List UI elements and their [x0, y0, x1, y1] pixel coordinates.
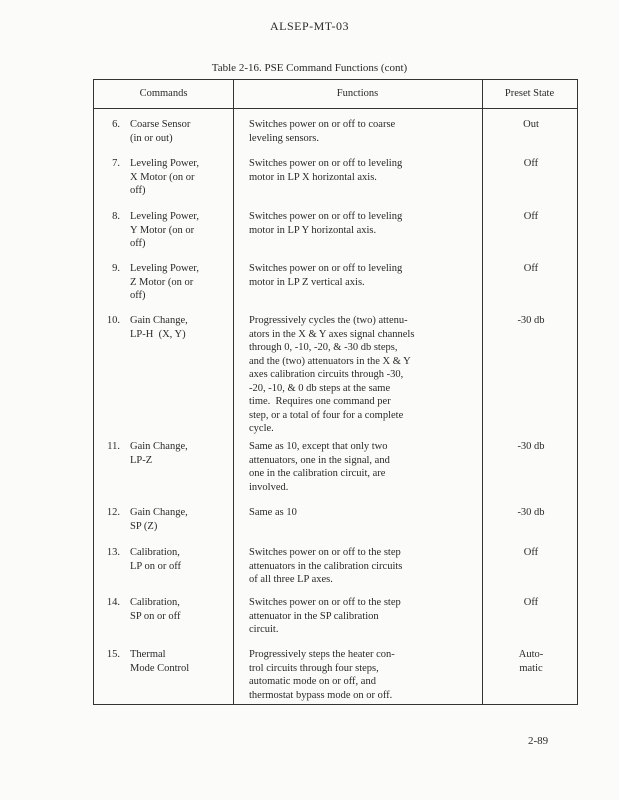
- header-divider: [94, 108, 577, 109]
- function-description: Switches power on or off to leveling motor in LP X horizontal axis.: [249, 158, 403, 183]
- preset-state: Off: [523, 263, 539, 274]
- function-description: Same as 10, except that only two attenuators, one in the signal, and one in the calibration circuit, are involved.: [249, 441, 390, 493]
- command-functions-table: [93, 79, 578, 705]
- command-name: Thermal Mode Control: [130, 649, 190, 674]
- function-description: Switches power on or off to leveling motor in LP Y horizontal axis.: [249, 211, 403, 236]
- command-name: Gain Change, SP (Z): [130, 507, 188, 532]
- command-number: 12.: [106, 507, 120, 518]
- command-name: Leveling Power, Z Motor (on or off): [130, 263, 199, 301]
- command-number: 10.: [106, 315, 120, 326]
- command-name: Calibration, LP on or off: [130, 547, 182, 572]
- command-name: Leveling Power, Y Motor (on or off): [130, 211, 199, 249]
- command-number: 6.: [112, 119, 120, 130]
- command-number: 13.: [106, 547, 120, 558]
- command-name: Leveling Power, X Motor (on or off): [130, 158, 199, 196]
- preset-state: -30 db: [517, 507, 545, 518]
- page-number: 2-89: [528, 735, 549, 747]
- command-name: Calibration, SP on or off: [130, 597, 181, 622]
- table-caption: Table 2-16. PSE Command Functions (cont): [211, 62, 408, 74]
- column-divider: [482, 80, 483, 704]
- function-description: Switches power on or off to the step attenuator in the SP calibration circuit.: [249, 597, 401, 635]
- function-description: Switches power on or off to leveling motor in LP Z vertical axis.: [249, 263, 403, 288]
- preset-state: Auto- matic: [518, 649, 544, 674]
- function-description: Switches power on or off to the step attenuators in the calibration circuits of all three LP axes.: [249, 547, 403, 585]
- preset-state: -30 db: [517, 441, 545, 452]
- preset-state: Off: [523, 547, 539, 558]
- column-header-commands: Commands: [139, 88, 188, 99]
- preset-state: Off: [523, 158, 539, 169]
- column-header-preset-state: Preset State: [504, 88, 555, 99]
- preset-state: -30 db: [517, 315, 545, 326]
- column-header-functions: Functions: [336, 88, 379, 99]
- command-number: 9.: [112, 263, 120, 274]
- preset-state: Off: [523, 597, 539, 608]
- command-number: 11.: [107, 441, 120, 452]
- function-description: Same as 10: [249, 507, 297, 518]
- function-description: Progressively steps the heater con- trol circuits through four steps, automatic mode on or off, and thermostat bypass mode on or off.: [249, 649, 395, 701]
- command-name: Coarse Sensor (in or out): [130, 119, 191, 144]
- preset-state: Out: [523, 119, 539, 130]
- command-number: 7.: [112, 158, 120, 169]
- document-header: ALSEP-MT-03: [269, 19, 350, 33]
- command-name: Gain Change, LP-Z: [130, 441, 188, 466]
- command-name: Gain Change, LP-H (X, Y): [130, 315, 188, 340]
- column-divider: [233, 80, 234, 704]
- command-number: 14.: [106, 597, 120, 608]
- preset-state: Off: [523, 211, 539, 222]
- command-number: 8.: [112, 211, 120, 222]
- command-number: 15.: [106, 649, 120, 660]
- function-description: Progressively cycles the (two) attenu- ators in the X & Y axes signal channels through 0, -10, -20, & -30 db steps, and the (two) attenuators in the X & Y axes calibration circuits through -30, -20, -10, & 0 db steps at the same time. Requires one command per step, or a total of four for a complete cycle.: [249, 315, 415, 434]
- function-description: Switches power on or off to coarse leveling sensors.: [249, 119, 396, 144]
